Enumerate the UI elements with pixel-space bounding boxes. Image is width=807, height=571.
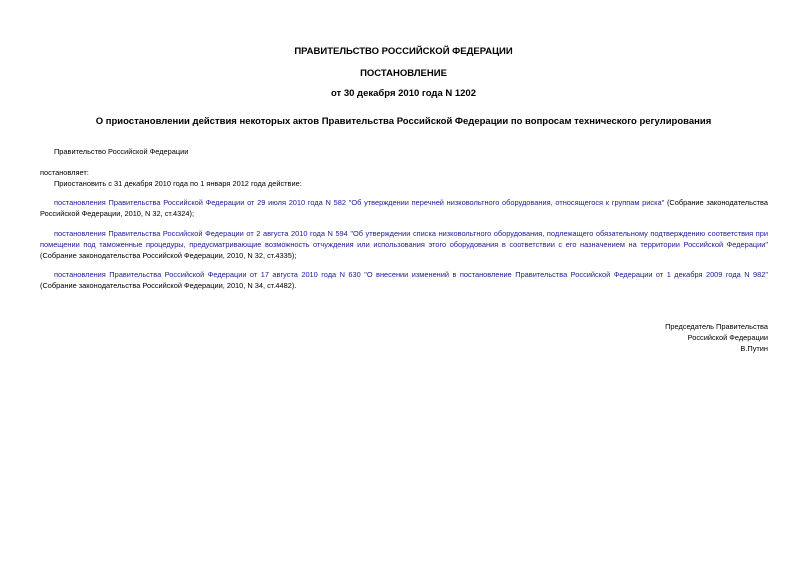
list-item — [40, 228, 768, 261]
intro-text: Правительство Российской Федерации — [54, 147, 189, 156]
source-ref: (Собрание законодательства Российской Федерации, 2010, N 32, ст.4335); — [40, 251, 297, 260]
signature-title: Председатель Правительства — [665, 322, 768, 331]
signature-country: Российской Федерации — [687, 333, 768, 342]
list-item — [40, 197, 768, 219]
act-link-582[interactable]: постановления Правительства Российской Федерации от 29 июля 2010 года N 582 "Об утверждении перечней низковольтного оборудования, относящегося к группам риска" — [54, 198, 665, 207]
source-ref: (Собрание законодательства Российской Федерации, 2010, N 34, ст.4482). — [40, 281, 297, 290]
government-heading: ПРАВИТЕЛЬСТВО РОССИЙСКОЙ ФЕДЕРАЦИИ — [294, 46, 513, 57]
document-date: от 30 декабря 2010 года N 1202 — [330, 88, 476, 99]
document-type: ПОСТАНОВЛЕНИЕ — [360, 68, 447, 79]
source-ref: (Собрание законодательства Российской Федерации, 2010, N 32, ст.4324); — [40, 198, 768, 218]
list-item — [40, 269, 768, 291]
act-link-594[interactable]: постановления Правительства Российской Федерации от 2 августа 2010 года N 594 "Об утверждении списка низковольтного оборудования, подлежащего обязательному подтверждению соответствия при помещении под таможенные процедуры, предусматривающие возможность отчуждения или использования этого оборудования в соответствии с его назначением на территории Российской Федерации" — [40, 229, 768, 249]
document-title: О приостановлении действия некоторых актов Правительства Российской Федерации по вопросам технического регулирования — [95, 116, 712, 127]
signature-name: В.Путин — [740, 344, 768, 353]
act-link-630[interactable]: постановления Правительства Российской Федерации от 17 августа 2010 года N 630 "О внесении изменений в постановление Правительства Российской Федерации от 1 декабря 2009 года N 982" — [54, 270, 768, 279]
decides-text: постановляет: — [40, 168, 89, 177]
suspend-text: Приостановить с 31 декабря 2010 года по 1 января 2012 года действие: — [54, 179, 302, 188]
